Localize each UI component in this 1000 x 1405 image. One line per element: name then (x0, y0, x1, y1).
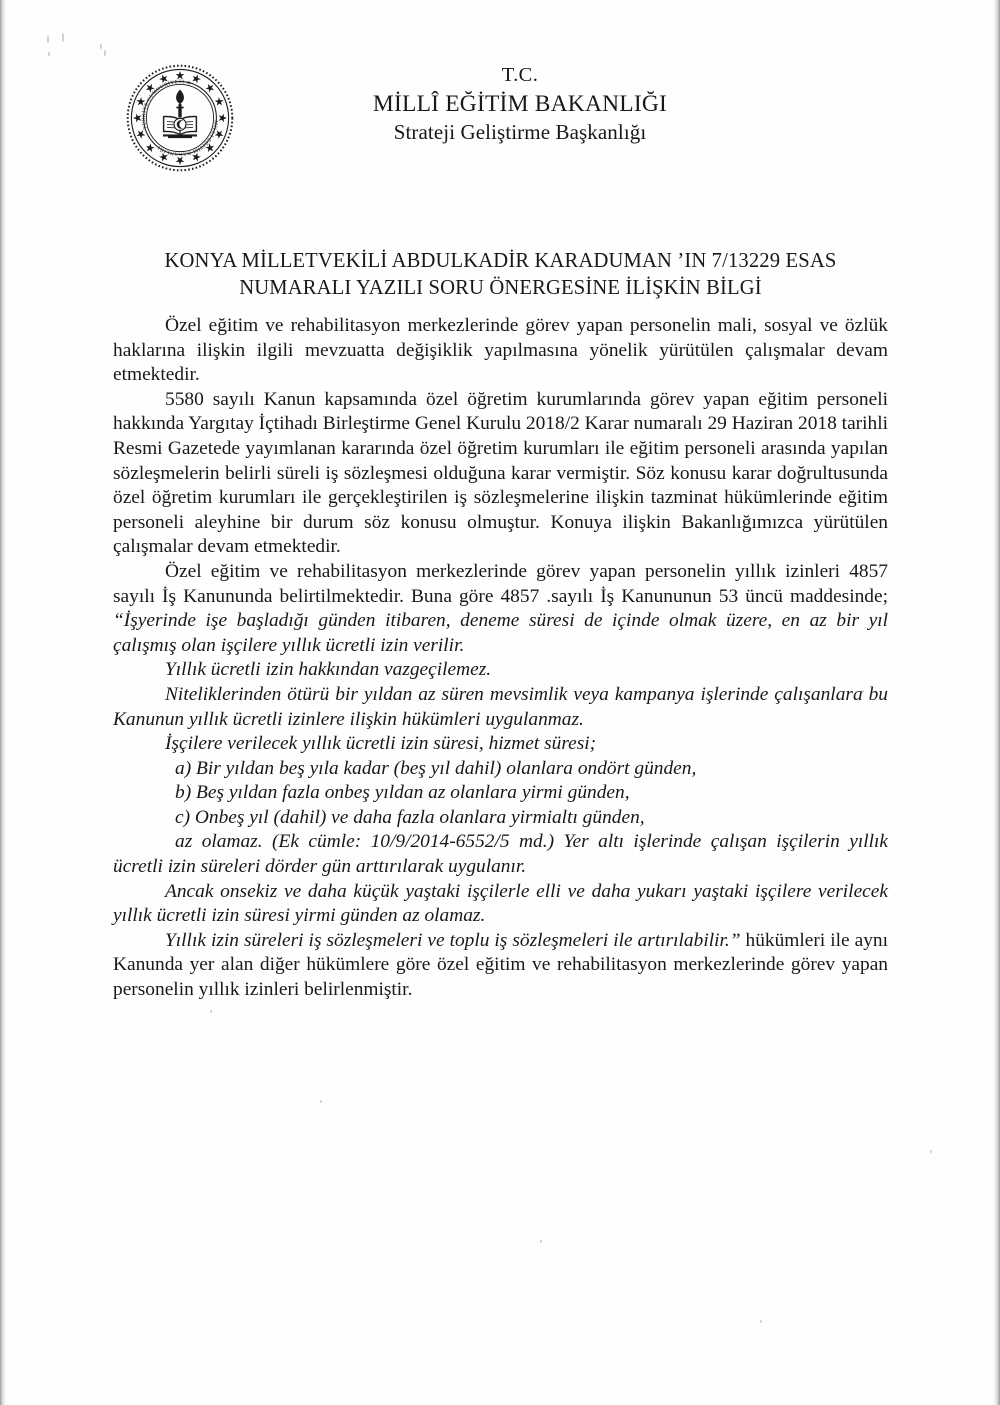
republic-abbreviation: T.C. (501, 64, 539, 86)
scan-edge-left (0, 0, 7, 1405)
page-title-line-2: NUMARALI YAZILI SORU ÖNERGESİNE İLİŞKİN BİLGİ (239, 277, 762, 299)
page-title (113, 248, 888, 302)
ministry-name-block (310, 62, 730, 146)
paragraph-3-plain: Özel eğitim ve rehabilitasyon merkezlerinde görev yapan personelin yıllık izinleri 4857 sayılı İş Kanununda belirtilmektedir. Buna göre 4857 .sayılı İş Kanununun 53 üncü maddesinde; (113, 560, 888, 607)
scan-edge-right (991, 0, 1000, 1405)
page-title-line-1: KONYA MİLLETVEKİLİ ABDULKADİR KARADUMAN ’IN 7/13229 ESAS (164, 250, 837, 272)
quote-item-a: a) Bir yıldan beş yıla kadar (beş yıl dahil) olanlara ondört günden, (175, 757, 697, 779)
ministry-seal-icon (126, 64, 234, 172)
paragraph-1: Özel eğitim ve rehabilitasyon merkezlerinde görev yapan personelin mali, sosyal ve özlük haklarına ilişkin ilgili mevzuatta değişiklik yapılmasına yönelik yürütülen çalışmalar devam etmektedir. (113, 315, 888, 386)
quote-line-5: Ancak onsekiz ve daha küçük yaştaki işçilerle elli ve daha yukarı yaştaki işçilere verilecek yıllık ücretli izin süresi yirmi günden az olamaz. (113, 880, 888, 927)
department-name: Strateji Geliştirme Başkanlığı (393, 120, 647, 145)
svg-text:TÜRKİYE CUMHURİYETİ ★: TÜRKİYE CUMHURİYETİ ★ (141, 79, 193, 130)
svg-text:MİLLİ EĞİTİM BAKANLIĞI: MİLLİ EĞİTİM BAKANLIĞI (156, 119, 219, 157)
quote-line-3: İşçilere verilecek yıllık ücretli izin süresi, hizmet süresi; (165, 733, 597, 755)
quote-line-1: Yıllık ücretli izin hakkından vazgeçilemez. (165, 659, 492, 681)
paragraph-3-quote-open: “İşyerinde işe başladığı günden itibaren, deneme süresi de içinde olmak üzere, en az bir yıl çalışmış olan işçilere yıllık ücretli izin verilir. (113, 610, 888, 656)
quote-item-b: b) Beş yıldan fazla onbeş yıldan az olanlara yirmi günden, (175, 782, 630, 804)
paragraph-2: 5580 sayılı Kanun kapsamında özel öğretim kurumlarında görev yapan eğitim personeli hakkında Yargıtay İçtihadı Birleştirme Genel Kurulu 2018/2 Karar numaralı 29 Haziran 2018 tarihli Resmi Gazetede yayımlanan kararında özel öğretim kurumları ile eğitim personeli arasında yapılan sözleşmelerin belirli süreli iş sözleşmesi olduğuna karar vermiştir. Söz konusu karar doğrultusunda özel öğretim kurumları ile gerçekleştirilen iş sözleşmelerine ilişkin tazminat hükümlerinde eğitim personeli aleyhine bir durum söz konusu olmuştur. Konuya ilişkin Bakanlığımızca yürütülen çalışmalar devam etmektedir. (113, 388, 888, 558)
quote-item-c: c) Onbeş yıl (dahil) ve daha fazla olanlara yirmialtı günden, (175, 806, 645, 828)
quote-line-4: az olamaz. (Ek cümle: 10/9/2014-6552/5 md.) Yer altı işlerinde çalışan işçilerin yıllık ücretli izin süreleri dörder gün arttırılarak uygulanır. (113, 831, 888, 878)
document-body (113, 314, 888, 1003)
paragraph-3 (113, 560, 888, 658)
closing-paragraph (113, 929, 888, 1003)
letterhead (0, 56, 1000, 186)
quote-line-2: Niteliklerinden ötürü bir yıldan az süren mevsimlik veya kampanya işlerinde çalışanlara bu Kanunun yıllık ücretli izinlere ilişkin hükümleri uygulanmaz. (113, 683, 888, 730)
closing-paragraph-plain: hükümleri ile aynı Kanunda yer alan diğer hükümlere göre özel eğitim ve rehabilitasyon merkezlerinde görev yapan personelin yıllık izinleri belirlenmiştir. (113, 929, 888, 1001)
quote-line-6-italic: Yıllık izin süreleri iş sözleşmeleri ve toplu iş sözleşmeleri ile artırılabilir.” (165, 929, 741, 951)
ministry-name: MİLLÎ EĞİTİM BAKANLIĞI (372, 90, 668, 117)
